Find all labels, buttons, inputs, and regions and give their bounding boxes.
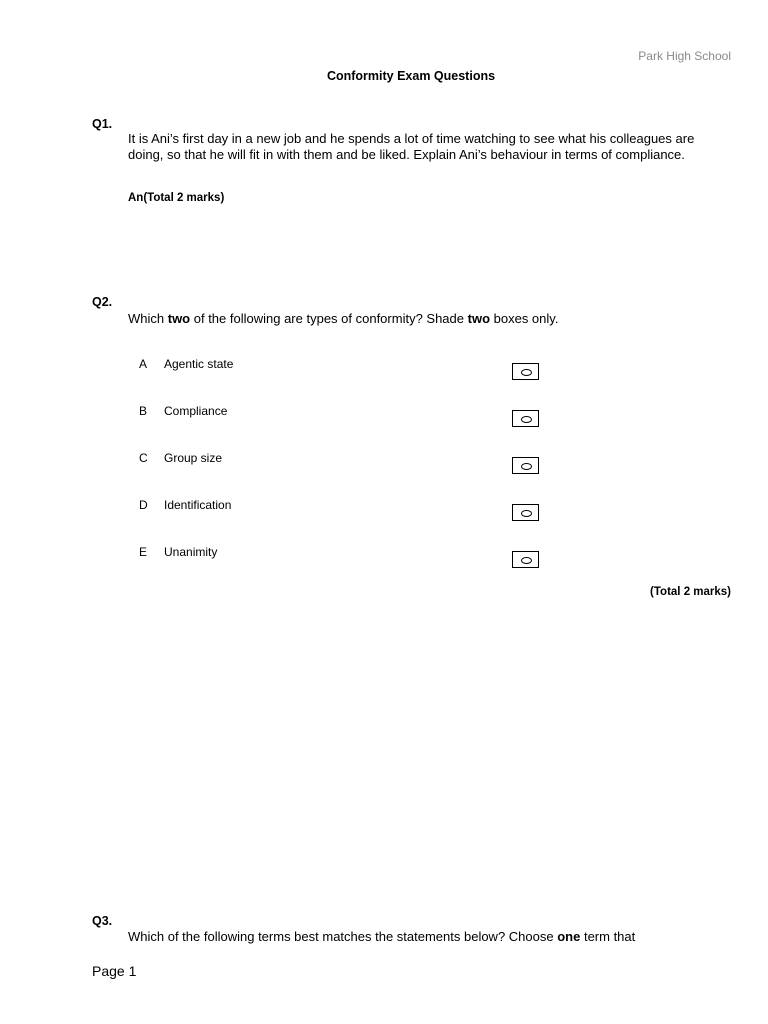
school-name: Park High School xyxy=(638,49,731,63)
option-e-letter: E xyxy=(139,545,148,559)
option-b-label: Compliance xyxy=(164,404,228,418)
option-e-label: Unanimity xyxy=(164,545,218,559)
option-c-letter: C xyxy=(139,451,148,465)
option-d-checkbox[interactable] xyxy=(512,504,539,521)
option-c-label: Group size xyxy=(164,451,223,465)
option-d-label: Identification xyxy=(164,498,232,512)
option-c-checkbox[interactable] xyxy=(512,457,539,474)
q1-text: It is Ani’s first day in a new job and he spends a lot of time watching to see what his colleagues are doing, so that he will fit in with them and be liked. Explain Ani’s behaviour in terms of compliance. xyxy=(128,131,695,162)
q3-number: Q3. xyxy=(92,914,113,928)
option-a-label: Agentic state xyxy=(164,357,234,371)
option-d-letter: D xyxy=(139,498,148,512)
option-e-checkbox[interactable] xyxy=(512,551,539,568)
option-a-letter: A xyxy=(139,357,148,371)
q2-marks: (Total 2 marks) xyxy=(650,586,731,598)
q1-number: Q1. xyxy=(92,117,113,131)
option-b-checkbox[interactable] xyxy=(512,410,539,427)
q3-text: Which of the following terms best matches the statements below? Choose one term that xyxy=(128,929,636,944)
q2-text: Which two of the following are types of conformity? Shade two boxes only. xyxy=(128,311,559,326)
option-b-letter: B xyxy=(139,404,148,418)
q1-marks: An(Total 2 marks) xyxy=(128,192,225,204)
document-title: Conformity Exam Questions xyxy=(326,69,496,83)
page-number: Page 1 xyxy=(92,963,137,979)
q2-number: Q2. xyxy=(92,295,113,309)
option-a-checkbox[interactable] xyxy=(512,363,539,380)
